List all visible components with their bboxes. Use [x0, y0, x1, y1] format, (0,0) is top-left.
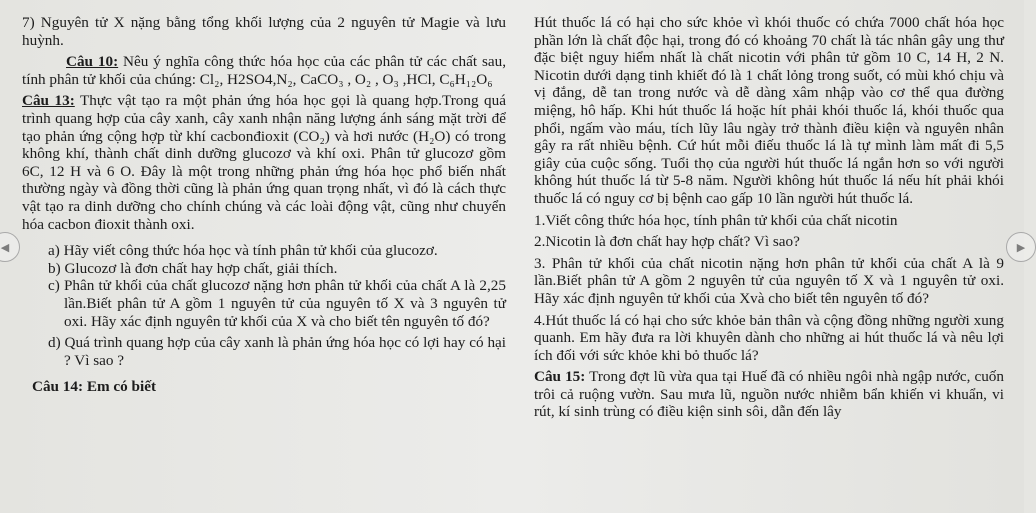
question-13 [22, 92, 506, 233]
question-10-text: Nêu ý nghĩa công thức hóa học của các phân tử các chất sau, tính phân tử khối của chúng: Cl₂, H2SO4,N₂, CaCO₃ , O₂ , O₃ ,HCl, C₆H₁₂O₆ [22, 53, 506, 88]
question-7: 7) Nguyên tử X nặng bằng tổng khối lượng của 2 nguyên tử Magie và lưu huỳnh. [22, 14, 506, 49]
question-13-item-b: b) Glucozơ là đơn chất hay hợp chất, giải thích. [48, 259, 338, 277]
question-13-label: Câu 13: [22, 92, 75, 110]
right-column [534, 14, 1004, 421]
chevron-right-icon: ▶ [1016, 240, 1026, 254]
nicotine-question-4: 4.Hút thuốc lá có hại cho sức khỏe bản thân và cộng đồng những người xung quanh. Em hãy đưa ra lời khuyên dành cho những ai hút thuốc lá và nêu lợi ích đối với sức khỏe khi bỏ thuốc lá? [534, 311, 1004, 364]
question-15 [534, 368, 1004, 421]
question-13-item-a: a) Hãy viết công thức hóa học và tính phân tử khối của glucozơ. [48, 242, 438, 260]
nicotine-question-3: 3. Phân tử khối của chất nicotin nặng hơn phân tử khối của chất A là 9 lần.Biết phân tử A gồm 2 nguyên tử của nguyên tố X và 1 nguyên tử oxi. Hãy xác định nguyên tử khối của Xvà cho biết tên nguyên tố đó? [534, 254, 1004, 307]
question-13-item-c: c) Phân tử khối của chất glucozơ nặng hơn phân tử khối của chất A là 2,25 lần.Biết phân tử A gồm 1 nguyên tử của nguyên tố X và 3 nguyên tử oxi. Hãy xác định nguyên tử khối của X và cho biết tên nguyên tố đó? [48, 277, 506, 330]
question-13-text: Thực vật tạo ra một phản ứng hóa học gọi là quang hợp.Trong quá trình quang hợp của cây xanh, cây xanh nhận năng lượng ánh sáng mặt trời để tạo phản ứng cộng hợp từ khí cacbonđioxit (CO₂) và hơi nước (H₂O) có trong không khí, thành chất dinh dưỡng glucozơ và khí oxi. Phân tử glucozơ gồm 6C, 12 H và 6 O. Đây là một trong những phản ứng hóa học phổ biến nhất thường ngày và đồng thời cũng là phản ứng quan trọng nhất, vì đó là cách thực vật tạo ra dinh dưỡng cho chính chúng và các loài động vật, cũng như chuyển hóa cacbon đioxit thành oxi. [22, 92, 506, 233]
left-column [22, 14, 506, 396]
next-page-button[interactable] [1006, 232, 1036, 262]
question-13-item-d: d) Quá trình quang hợp của cây xanh là phản ứng hóa học có lợi hay có hại ? Vì sao ? [48, 334, 506, 369]
question-15-text: Trong đợt lũ vừa qua tại Huế đã có nhiều ngôi nhà ngập nước, cuốn trôi cả ruộng vườn. Sau mưa lũ, nguồn nước nhiễm bẩn khiến vi khuẩn, vi rút, kí sinh trùng có điều kiện sinh sôi, dẫn đến lây [534, 368, 1004, 421]
chevron-left-icon: ◀ [0, 240, 10, 254]
nicotine-question-1: 1.Viết công thức hóa học, tính phân tử khối của chất nicotin [534, 211, 898, 229]
nicotine-question-2: 2.Nicotin là đơn chất hay hợp chất? Vì sao? [534, 233, 800, 251]
previous-page-button[interactable] [0, 232, 20, 262]
smoking-passage: Hút thuốc lá có hại cho sức khỏe vì khói thuốc có chứa 7000 chất hóa học phần lớn là chất độc hại, trong đó có khoảng 70 chất là tác nhân gây ung thư đặc biệt nguy hiểm nhất là chất nicotin với phân tử gồm 10 C, 14 H, 2 N. Nicotin dưới dạng tinh khiết đó là 1 chất lỏng trong suốt, có mùi khó chịu và vị đắng, dễ tan trong nước và dễ dàng xâm nhập vào cơ thể qua đường miệng, hô hấp. Khi hút thuốc lá hoặc hít phải khói thuốc lá, khói thuốc qua phổi, ngấm vào máu, tích lũy lâu ngày trở thành điều kiện và nguyên nhân gây ra rất nhiều bệnh. Cứ hút mỗi điếu thuốc lá là tự mình làm mất đi 5,5 giây của cuộc sống. Tuổi thọ của người hút thuốc lá ngắn hơn so với người không hút thuốc lá từ 5-8 năm. Người không hút thuốc lá nếu hít phải khói thuốc lá có nguy cơ bị bệnh cao gấp 10 lần người hút thuốc lá. [534, 14, 1004, 207]
question-10-label: Câu 10: [66, 53, 119, 71]
question-15-label: Câu 15: [534, 368, 586, 386]
question-14-heading: Câu 14: Em có biết [32, 378, 157, 396]
question-10 [22, 53, 506, 88]
